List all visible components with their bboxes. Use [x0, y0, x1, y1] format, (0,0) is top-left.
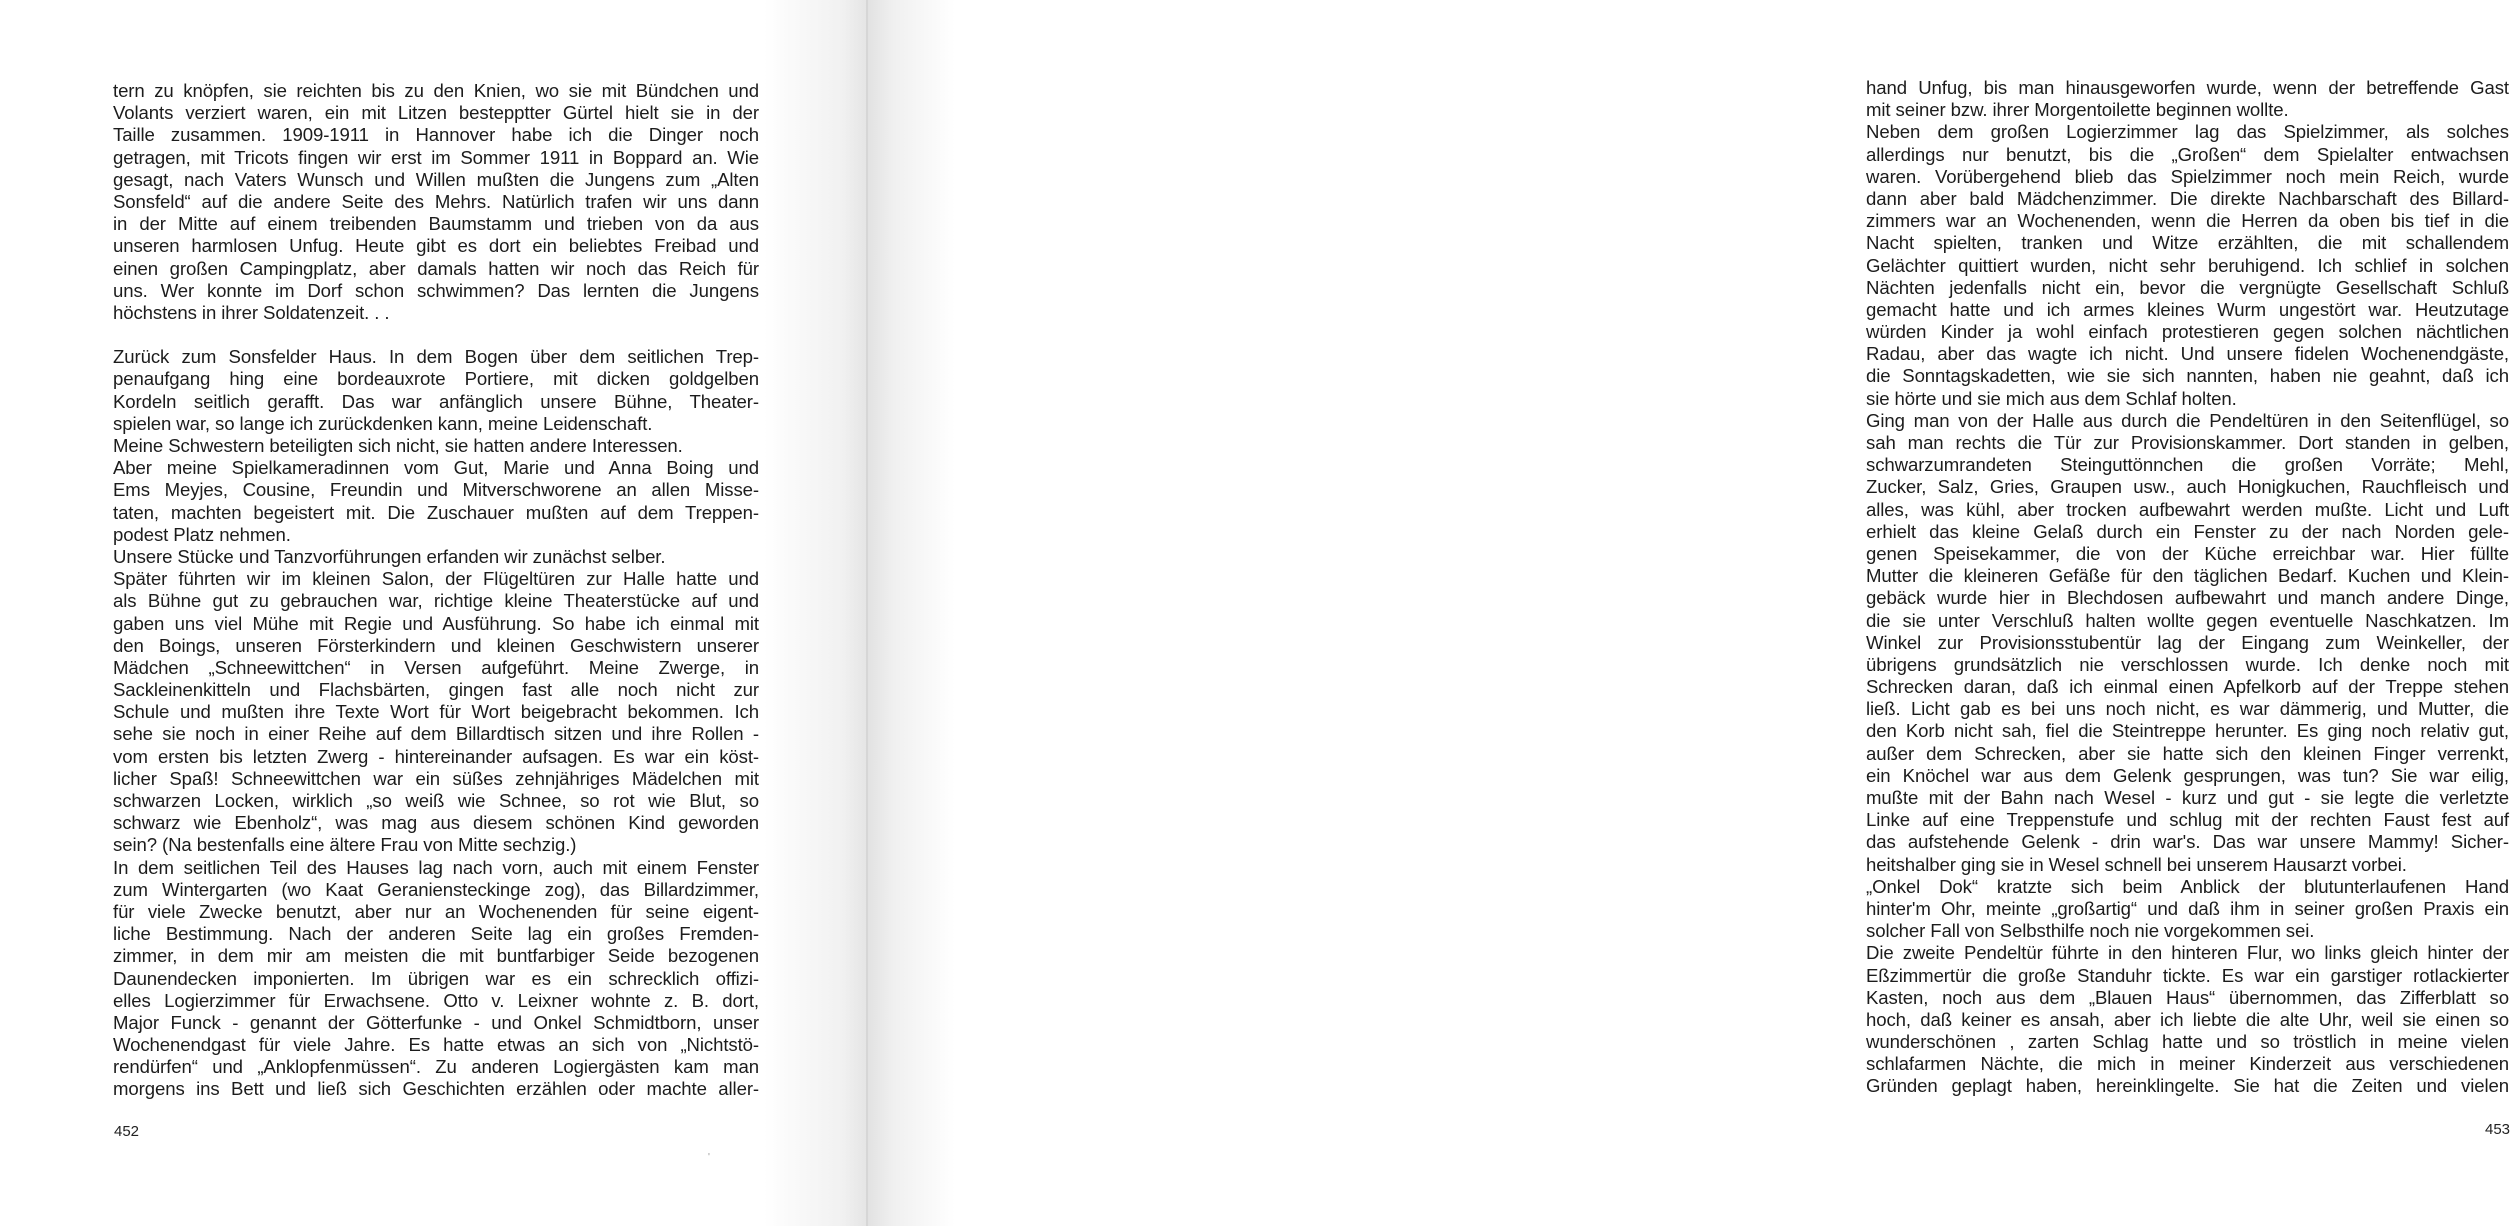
text-line: Schule und mußten ihre Texte Wort für Wort beigebracht bekommen. Ich [113, 701, 759, 723]
text-line: Linke auf eine Treppenstufe und schlug mit der rechten Faust fest auf [1866, 809, 2509, 831]
text-line: elles Logierzimmer für Erwachsene. Otto v. Leixner wohnte z. B. dort, [113, 989, 759, 1011]
text-line: Major Funck - genannt der Götterfunke - und Onkel Schmidtborn, unser [113, 1011, 759, 1033]
text-line: Schrecken daran, daß ich einmal einen Apfelkorb auf der Treppe stehen [1866, 676, 2509, 698]
text-line: Nächten jedenfalls nicht ein, bevor die vergnügte Gesellschaft Schluß [1866, 276, 2509, 298]
text-line: schwarz wie Ebenholz“, was mag aus diesem schönen Kind geworden [113, 812, 759, 834]
text-line: solcher Fall von Selbsthilfe noch nie vorgekommen sei. [1866, 920, 2315, 942]
text-line: hoch, daß keiner es ansah, aber ich liebte die alte Uhr, weil sie einen so [1866, 1008, 2509, 1030]
text-line: Unsere Stücke und Tanzvorführungen erfanden wir zunächst selber. [113, 545, 666, 567]
text-line: sie hörte und sie mich aus dem Schlaf holten. [1866, 387, 2237, 409]
text-line: übrigens grundsätzlich nie verschlossen wurde. Ich denke noch mit [1866, 653, 2509, 675]
text-line: Neben dem großen Logierzimmer lag das Spielzimmer, als solches [1866, 121, 2509, 143]
text-line: Zurück zum Sonsfelder Haus. In dem Bogen über dem seitlichen Trep- [113, 346, 759, 368]
text-line: podest Platz nehmen. [113, 523, 291, 545]
text-line: allerdings nur benutzt, bis die „Großen“ dem Spielalter entwachsen [1866, 143, 2509, 165]
text-line: schlafarmen Nächte, die mich in meiner Kinderzeit aus verschiedenen [1866, 1053, 2509, 1075]
text-line: zum Wintergarten (wo Kaat Geraniensteckinge zog), das Billardzimmer, [113, 878, 759, 900]
text-line: gemacht hatte und ich armes kleines Wurm ungestört war. Heutzutage [1866, 298, 2509, 320]
text-line: Die zweite Pendeltür führte in den hinteren Flur, wo links gleich hinter der [1866, 942, 2509, 964]
text-line: die Sonntagskadetten, wie sie sich nannten, haben nie geahnt, daß ich [1866, 365, 2509, 387]
text-line: penaufgang hing eine bordeauxrote Portiere, mit dicken goldgelben [113, 368, 759, 390]
text-line: mußte mit der Bahn nach Wesel - kurz und gut - sie legte die verletzte [1866, 787, 2509, 808]
text-line: Mutter die kleineren Gefäße für den täglichen Bedarf. Kuchen und Klein- [1866, 565, 2509, 587]
text-line: als Bühne gut zu gebrauchen war, richtige kleine Theaterstücke auf und [113, 590, 759, 612]
text-line: gebäck wurde hier in Blechdosen aufbewahrt und manch andere Dinge, [1866, 587, 2509, 609]
text-line: Winkel zur Provisionsstubentür lag der Eingang zum Weinkeller, der [1866, 631, 2509, 653]
text-line: Ems Meyjes, Cousine, Freundin und Mitverschworene an allen Misse- [113, 479, 759, 501]
text-line: gaben uns viel Mühe mit Regie und Ausführung. So habe ich einmal mit [113, 612, 759, 634]
left-page [0, 0, 868, 1226]
text-line: Wochenendgast für viele Jahre. Es hatte etwas an sich von „Nichtstö- [113, 1034, 759, 1056]
text-line: Sackleinenkitteln und Flachsbärten, gingen fast alle noch nicht zur [113, 679, 759, 701]
text-line: in der Mitte auf einem treibenden Baumstamm und trieben von da aus [113, 213, 759, 235]
text-line: Gründen geplagt haben, hereinklingelte. Sie hat die Zeiten und vielen [1866, 1075, 2509, 1097]
text-line: Taille zusammen. 1909-1911 in Hannover habe ich die Dinger noch [113, 124, 759, 146]
text-line: Gelächter quittiert wurden, nicht sehr beruhigend. Ich schlief in solchen [1866, 254, 2509, 276]
text-line: taten, machten begeistert mit. Die Zuschauer mußten auf dem Treppen- [113, 501, 759, 523]
text-line: höchstens in ihrer Soldatenzeit. . . [113, 301, 390, 323]
text-line: tern zu knöpfen, sie reichten bis zu den Knien, wo sie mit Bündchen und [113, 80, 759, 101]
text-line: dann aber bald Mädchenzimmer. Die direkte Nachbarschaft des Billard- [1866, 187, 2509, 209]
text-line: das aufstehende Gelenk - drin war's. Das war unsere Mammy! Sicher- [1866, 831, 2509, 853]
scan-speck: ' [708, 1152, 710, 1163]
right-page-number: 453 [2485, 1121, 2510, 1138]
text-line: Nacht spielten, tranken und Witze erzählten, die mit schallendem [1866, 232, 2509, 254]
text-line: sehe sie noch in einer Reihe auf dem Billardtisch sitzen und ihre Rollen - [113, 723, 759, 745]
text-line: außer dem Schrecken, aber sie hatte sich den kleinen Finger verrenkt, [1866, 742, 2509, 764]
text-line: Ging man von der Halle aus durch die Pendeltüren in den Seitenflügel, so [1866, 409, 2509, 431]
text-line: getragen, mit Tricots fingen wir erst im Sommer 1911 in Boppard an. Wie [113, 146, 759, 168]
text-line: genen Speisekammer, die von der Küche erreichbar war. Hier füllte [1866, 542, 2509, 564]
text-line: gesagt, nach Vaters Wunsch und Willen mußten die Jungens zum „Alten [113, 168, 759, 190]
text-line: Später führten wir im kleinen Salon, der Flügeltüren zur Halle hatte und [113, 568, 759, 590]
paragraph-gap [113, 324, 759, 346]
text-line: hinter'm Ohr, meinte „großartig“ und daß ihm in seiner großen Praxis ein [1866, 897, 2509, 919]
text-line: mit seiner bzw. ihrer Morgentoilette beginnen wollte. [1866, 99, 2289, 121]
text-line: für viele Zwecke benutzt, aber nur an Wochenenden für seine eigent- [113, 900, 759, 922]
text-line: Daunendecken imponierten. Im übrigen war es ein schrecklich offizi- [113, 967, 759, 989]
text-line: schwarzen Locken, wirklich „so weiß wie Schnee, so rot wie Blut, so [113, 790, 759, 811]
text-line: uns. Wer konnte im Dorf schon schwimmen? Das lernten die Jungens [113, 279, 759, 301]
text-line: die sie unter Verschluß halten wollte gegen eventuelle Naschkatzen. Im [1866, 609, 2509, 631]
text-line: In dem seitlichen Teil des Hauses lag nach vorn, auch mit einem Fenster [113, 856, 759, 878]
text-line: morgens ins Bett und ließ sich Geschichten erzählen oder machte aller- [113, 1078, 759, 1100]
right-page-text [1866, 77, 2509, 1098]
text-line: Meine Schwestern beteiligten sich nicht, sie hatten andere Interessen. [113, 435, 683, 456]
text-line: schwarzumrandeten Steinguttönnchen die großen Vorräte; Mehl, [1866, 454, 2509, 476]
text-line: Eßzimmertür die große Standuhr tickte. Es war ein garstiger rotlackierter [1866, 964, 2509, 986]
text-line: wunderschönen , zarten Schlag hatte und so tröstlich in meine vielen [1866, 1031, 2509, 1053]
text-line: den Boings, unseren Försterkindern und kleinen Geschwistern unserer [113, 634, 759, 656]
text-line: den Korb nicht sah, fiel die Steintreppe herunter. Es ging noch relativ gut, [1866, 720, 2509, 742]
text-line: hand Unfug, bis man hinausgeworfen wurde, wenn der betreffende Gast [1866, 77, 2509, 98]
text-line: Zucker, Salz, Gries, Graupen usw., auch Honigkuchen, Rauchfleisch und [1866, 476, 2509, 498]
text-line: ein Knöchel war aus dem Gelenk gesprungen, was tun? Sie war eilig, [1866, 764, 2509, 786]
left-page-text [113, 80, 759, 1101]
text-line: zimmer, in dem mir am meisten die mit buntfarbiger Seide bezogenen [113, 945, 759, 967]
text-line: Mädchen „Schneewittchen“ in Versen aufgeführt. Meine Zwerge, in [113, 656, 759, 678]
text-line: rendürfen“ und „Anklopfenmüssen“. Zu anderen Logiergästen kam man [113, 1056, 759, 1078]
text-line: sein? (Na bestenfalls eine ältere Frau von Mitte sechzig.) [113, 834, 577, 856]
text-line: sah man rechts die Tür zur Provisionskammer. Dort standen in gelben, [1866, 432, 2509, 453]
text-line: waren. Vorübergehend blieb das Spielzimmer noch mein Reich, wurde [1866, 165, 2509, 187]
right-page [868, 0, 2510, 1226]
left-page-number: 452 [114, 1123, 140, 1140]
text-line: licher Spaß! Schneewittchen war ein süßes zehnjähriges Mädelchen mit [113, 767, 759, 789]
text-line: heitshalber ging sie in Wesel schnell bei unserem Hausarzt vorbei. [1866, 853, 2407, 875]
text-line: einen großen Campingplatz, aber damals hatten wir noch das Reich für [113, 257, 759, 279]
text-line: alles, was kühl, aber trocken aufbewahrt werden mußte. Licht und Luft [1866, 498, 2509, 520]
text-line: würden Kinder ja wohl einfach protestieren gegen solchen nächtlichen [1866, 321, 2509, 343]
text-line: Sonsfeld“ auf die andere Seite des Mehrs. Natürlich trafen wir uns dann [113, 190, 759, 212]
text-line: vom ersten bis letzten Zwerg - hintereinander aufsagen. Es war ein köst- [113, 745, 759, 767]
text-line: liche Bestimmung. Nach der anderen Seite lag ein großes Fremden- [113, 923, 759, 945]
text-line: „Onkel Dok“ kratzte sich beim Anblick der blutunterlaufenen Hand [1866, 875, 2509, 897]
text-line: ließ. Licht gab es bei uns noch nicht, es war dämmerig, und Mutter, die [1866, 698, 2509, 720]
text-line: Radau, aber das wagte ich nicht. Und unsere fidelen Wochenendgäste, [1866, 343, 2509, 365]
text-line: spielen war, so lange ich zurückdenken kann, meine Leidenschaft. [113, 412, 653, 434]
text-line: Aber meine Spielkameradinnen vom Gut, Marie und Anna Boing und [113, 457, 759, 479]
text-line: Kasten, noch aus dem „Blauen Haus“ übernommen, das Zifferblatt so [1866, 986, 2509, 1008]
text-line: zimmers war an Wochenenden, wenn die Herren da oben bis tief in die [1866, 210, 2509, 232]
text-line: Kordeln seitlich gerafft. Das war anfänglich unsere Bühne, Theater- [113, 390, 759, 412]
text-line: Volants verziert waren, ein mit Litzen bestepptter Gürtel hielt sie in der [113, 102, 759, 124]
text-line: unseren harmlosen Unfug. Heute gibt es dort ein beliebtes Freibad und [113, 235, 759, 257]
text-line: erhielt das kleine Gelaß durch ein Fenster zu der nach Norden gele- [1866, 520, 2509, 542]
